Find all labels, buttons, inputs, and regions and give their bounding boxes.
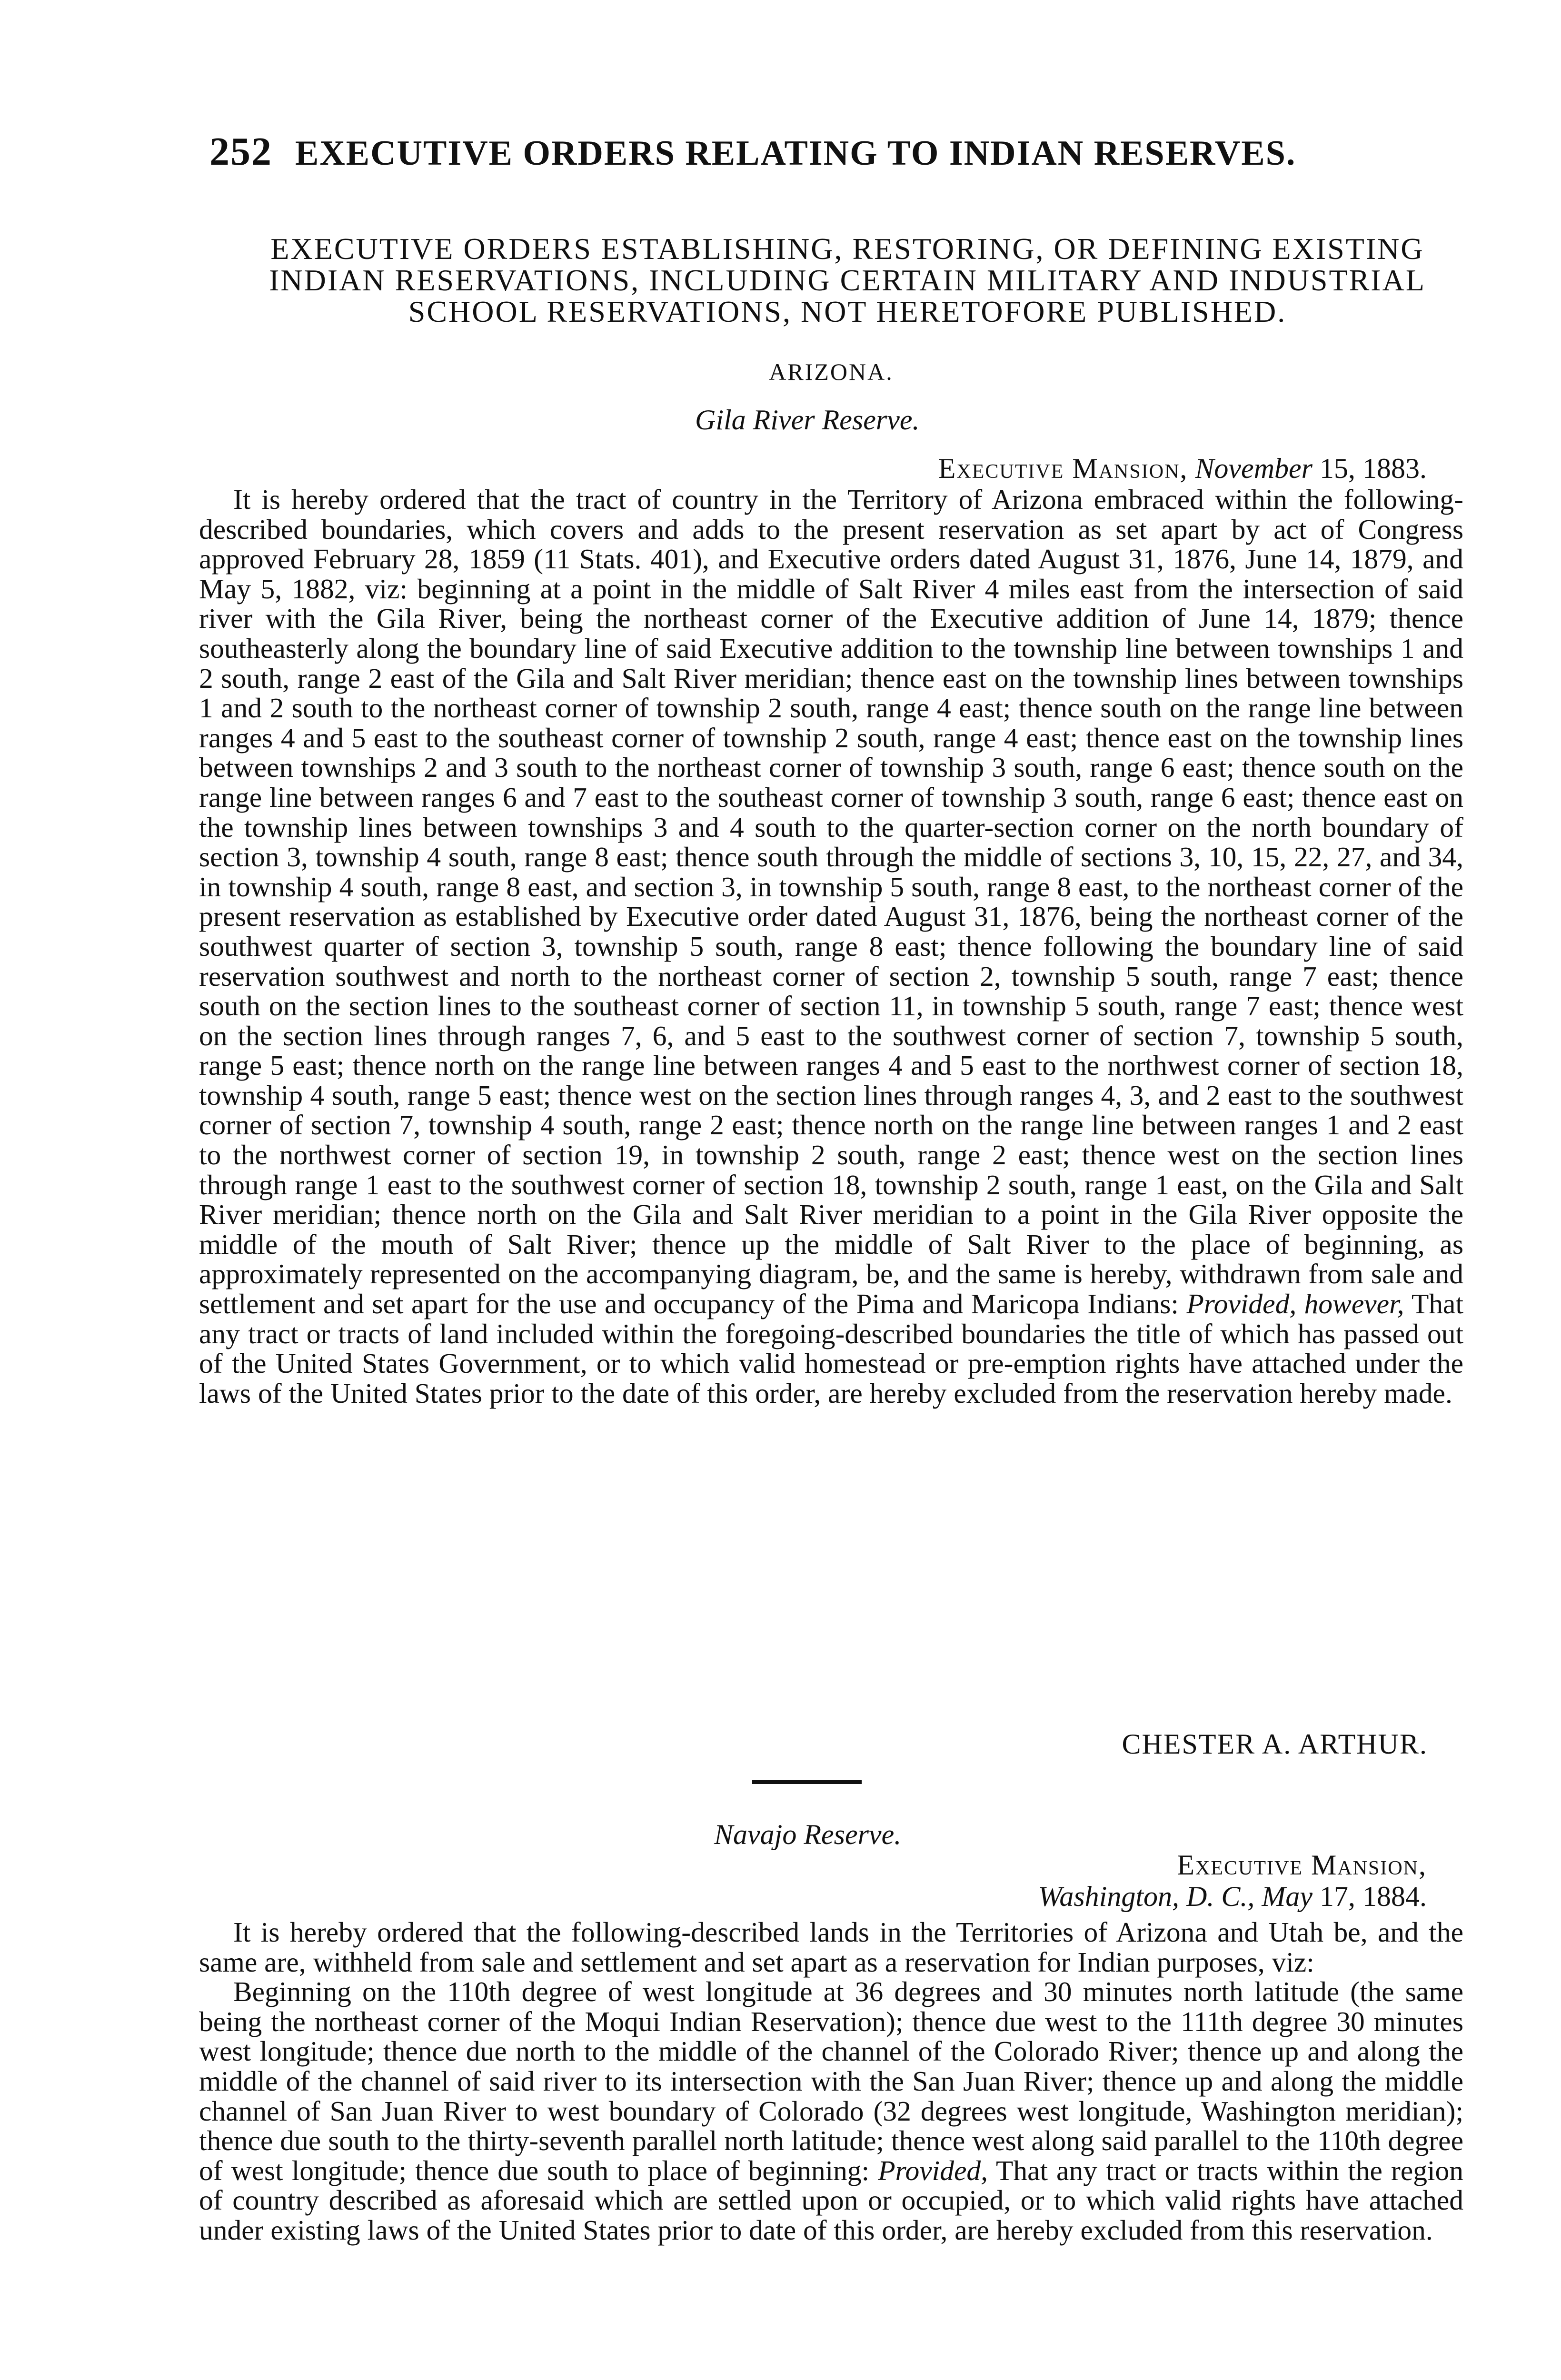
- navajo-dateline-line2: [1038, 1880, 1427, 1913]
- gila-dateline: [938, 452, 1427, 485]
- navajo-paragraph-1: It is hereby ordered that the following-described lands in the Territories of Arizona and Utah be, and the same are, withheld from sale and settlement and set apart as a reservation for Indian purposes, viz:: [199, 1916, 1463, 1978]
- gila-paragraph: [199, 485, 1463, 1408]
- navajo-dateline-line1: [1177, 1849, 1427, 1882]
- navajo-dateline-place: Executive Mansion,: [1177, 1849, 1427, 1881]
- gila-dateline-place: Executive Mansion,: [938, 453, 1188, 484]
- gila-reserve-title: Gila River Reserve.: [695, 404, 920, 436]
- navajo-paragraph-2: [199, 1977, 1463, 2245]
- navajo-proviso: Provided,: [878, 2154, 988, 2186]
- gila-body-1: It is hereby ordered that the tract of country in the Territory of Arizona embraced within the following-described boundaries, which covers and adds to the present reservation as set apart by act of Congress approved February 28, 1859 (11 Stats. 401), and Executive orders dated August 31, 1876, June 14, 1879, and May 5, 1882, viz: beginning at a point in the middle of Salt River 4 miles east from the intersection of said river with the Gila River, being the northeast corner of the Executive addition of June 14, 1879; thence southeasterly along the boundary line of said Executive addition to the township line between townships 1 and 2 south, range 2 east of the Gila and Salt River meridian; thence east on the township lines between townships 1 and 2 south to the northeast corner of township 2 south, range 4 east; thence south on the range line between ranges 4 and 5 east to the southeast corner of township 2 south, range 4 east; thence east on the township lines between townships 2 and 3 south to the northeast corner of township 3 south, range 6 east; thence south on the range line between ranges 6 and 7 east to the southeast corner of township 3 south, range 6 east; thence east on the township lines between townships 3 and 4 south to the quarter-section corner on the north boundary of section 3, township 4 south, range 8 east; thence south through the middle of sections 3, 10, 15, 22, 27, and 34, in township 4 south, range 8 east, and section 3, in township 5 south, range 8 east, to the northeast corner of the present reservation as established by Executive order dated August 31, 1876, being the northeast corner of the southwest quarter of section 3, township 5 south, range 8 east; thence following the boundary line of said reservation southwest and north to the northeast corner of section 2, township 5 south, range 7 east; thence south on the section lines to the southeast corner of section 11, in township 5 south, range 7 east; thence west on the section lines through ranges 7, 6, and 5 east to the southwest corner of section 7, township 5 south, range 5 east; thence north on the range line between ranges 4 and 5 east to the northwest corner of section 18, township 4 south, range 5 east; thence west on the section lines through ranges 4, 3, and 2 east to the southwest corner of section 7, township 4 south, range 2 east; thence north on the range line between ranges 1 and 2 east to the northwest corner of section 19, in township 2 south, range 2 east; thence west on the section lines through range 1 east to the southwest corner of section 18, township 2 south, range 1 east, on the Gila and Salt River meridian; thence north on the Gila and Salt River meridian to a point in the Gila River opposite the middle of the mouth of Salt River; thence up the middle of Salt River to the place of beginning, as approximately represented on the accompanying diagram, be, and the same is hereby, withdrawn from sale and settlement and set apart for the use and occupancy of the Pima and Maricopa Indians:: [199, 484, 1463, 1320]
- navajo-order-text: [199, 1917, 1463, 2245]
- navajo-body-2a: Beginning on the 110th degree of west longitude at 36 degrees and 30 minutes north latitude (the same being the northeast corner of the Moqui Indian Reservation); thence due west to the 111th degree 30 minutes west longitude; thence due north to the middle of the channel of the Colorado River; thence up and along the middle of the channel of said river to its intersection with the San Juan River; thence up and along the middle channel of San Juan River to west boundary of Colorado (32 degrees west longitude, Washington meridian); thence due south to the thirty-seventh parallel north latitude; thence west along said parallel to the 110th degree of west longitude; thence due south to place of beginning:: [199, 1976, 1463, 2186]
- navajo-dateline-rest: 17, 1884.: [1320, 1881, 1427, 1912]
- navajo-dateline-city: Washington, D. C.,: [1038, 1881, 1255, 1912]
- state-heading: ARIZONA.: [769, 358, 894, 385]
- section-title: EXECUTIVE ORDERS ESTABLISHING, RESTORING, OR DEFINING EXISTING INDIAN RESERVATIONS, INCLUDING CERTAIN MILITARY AND INDUSTRIAL SCHOOL RESERVATIONS, NOT HERETOFORE PUBLISHED.: [269, 232, 1426, 328]
- gila-dateline-rest: 15, 1883.: [1320, 453, 1427, 484]
- gila-signature: CHESTER A. ARTHUR.: [1122, 1728, 1428, 1760]
- gila-dateline-month: November: [1195, 453, 1312, 484]
- navajo-reserve-title: Navajo Reserve.: [714, 1819, 902, 1850]
- navajo-body-2b: That any tract or tracts within the region of country described as aforesaid which are settled upon or occupied, or to which valid rights have attached under existing laws of the United States prior to date of this order, are hereby excluded from this reservation.: [199, 2154, 1464, 2246]
- gila-proviso: Provided, however,: [1186, 1288, 1404, 1320]
- gila-body-2: That any tract or tracts of land included within the foregoing-described boundaries the title of which has passed out of the United States Government, or to which valid homestead or pre-emption rights have attached under the laws of the United States prior to the date of this order, are hereby excluded from the reservation hereby made.: [199, 1288, 1463, 1409]
- running-header: [209, 129, 1381, 175]
- navajo-dateline-month: May: [1262, 1881, 1312, 1912]
- page-number: 252: [209, 129, 272, 174]
- running-title: EXECUTIVE ORDERS RELATING TO INDIAN RESERVES.: [295, 134, 1296, 173]
- gila-order-text: [199, 485, 1463, 1408]
- section-divider: [752, 1780, 862, 1784]
